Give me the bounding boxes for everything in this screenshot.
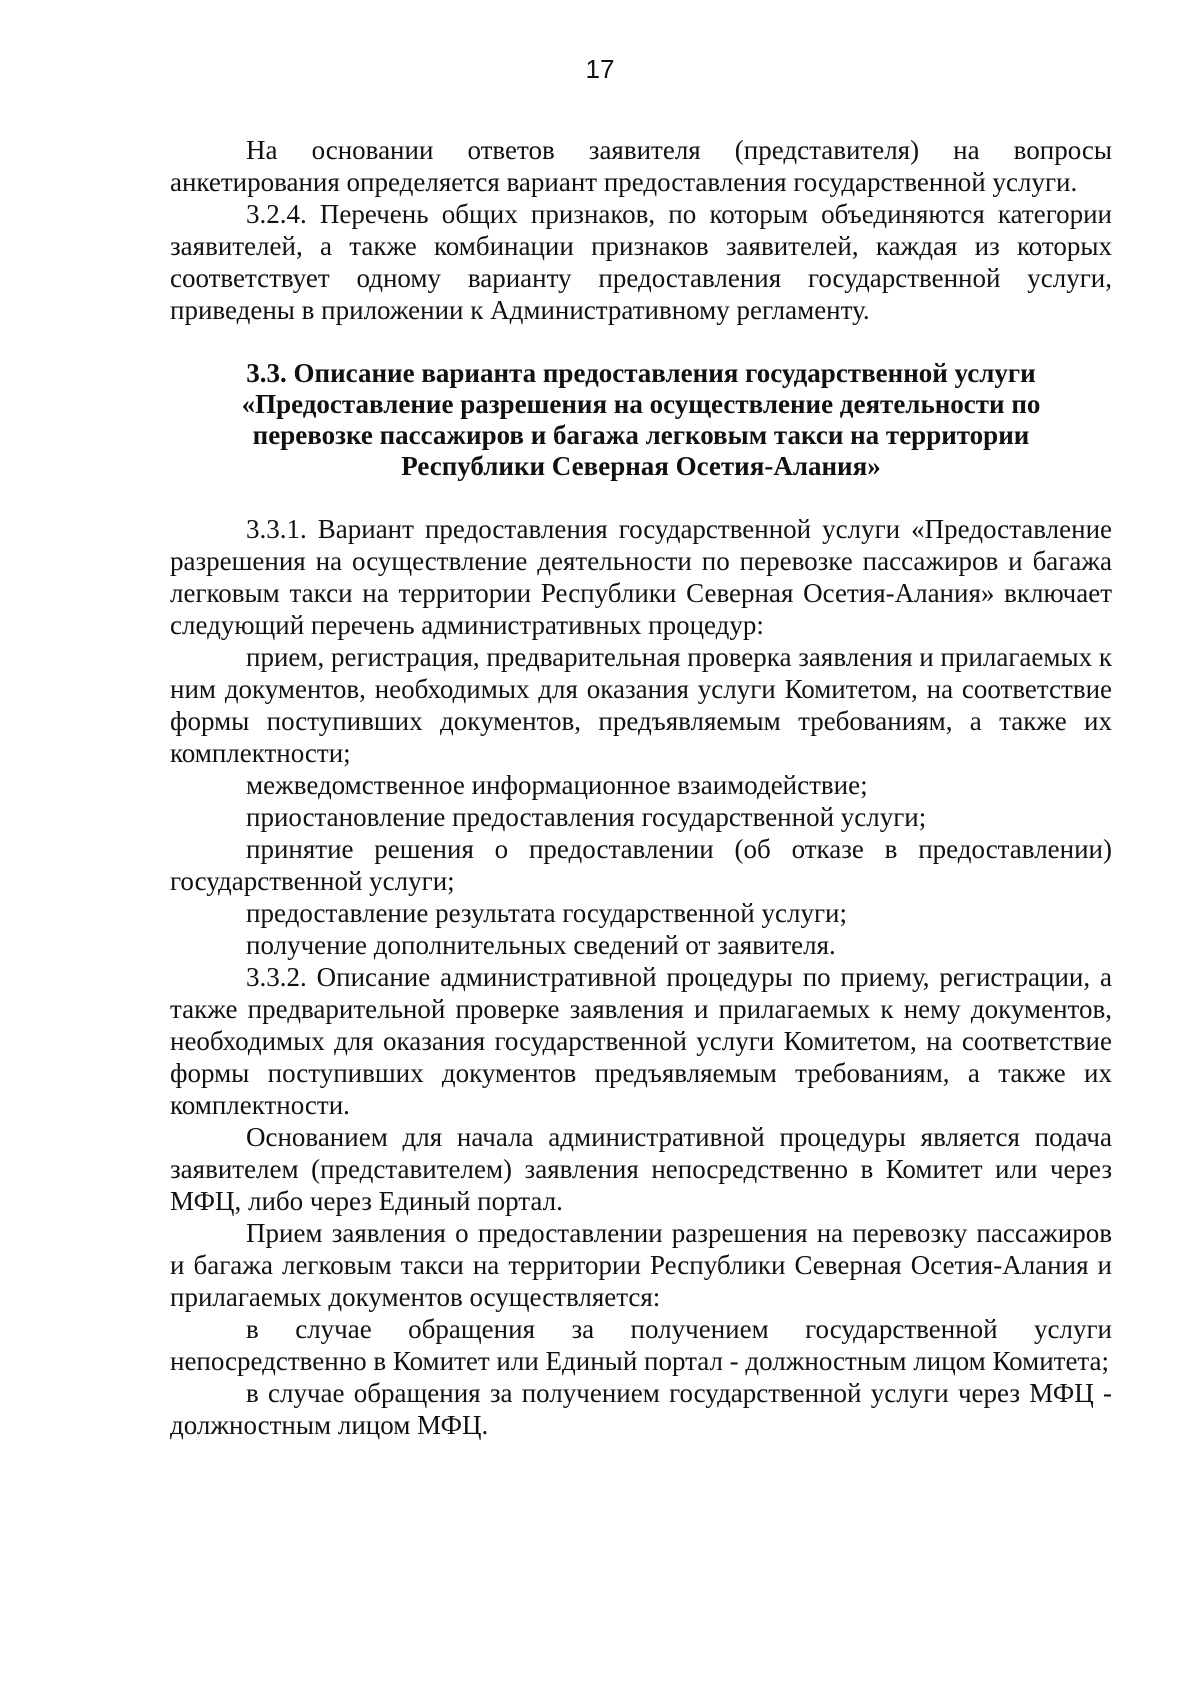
paragraph-basis: Основанием для начала административной процедуры является подача заявителем (представителем) заявления непосредственно в Комитет или через МФЦ, либо через Единый портал. [170, 1122, 1112, 1216]
list-item-procedure: прием, регистрация, предварительная проверка заявления и прилагаемых к ним документов, необходимых для оказания услуги Комитетом, на соответствие формы поступивших документов, предъявляемым требованиям, а также их комплектности; [170, 642, 1112, 768]
list-item-procedure: принятие решения о предоставлении (об отказе в предоставлении) государственной услуги; [170, 834, 1112, 896]
page-number: 17 [585, 54, 615, 84]
list-item-procedure: получение дополнительных сведений от заявителя. [246, 930, 836, 960]
heading-line: перевозке пассажиров и багажа легковым такси на территории [252, 420, 1030, 450]
list-item-procedure: межведомственное информационное взаимодействие; [246, 770, 868, 800]
paragraph-committee-case: в случае обращения за получением государственной услуги непосредственно в Комитет или Единый портал - должностным лицом Комитета; [170, 1314, 1112, 1376]
list-item-procedure: предоставление результата государственной услуги; [246, 898, 847, 928]
paragraph-mfc-case: в случае обращения за получением государственной услуги через МФЦ - должностным лицом МФЦ. [170, 1378, 1112, 1440]
paragraph-3-3-1: 3.3.1. Вариант предоставления государственной услуги «Предоставление разрешения на осуществление деятельности по перевозке пассажиров и багажа легковым такси на территории Республики Северная Осетия-Алания» включает следующий перечень административных процедур: [170, 514, 1112, 640]
heading-line: Республики Северная Осетия-Алания» [401, 451, 881, 481]
paragraph-3-2-4: 3.2.4. Перечень общих признаков, по которым объединяются категории заявителей, а также комбинации признаков заявителей, каждая из которых соответствует одному варианту предоставления государственной услуги, приведены в приложении к Административному регламенту. [170, 199, 1112, 325]
document-body [170, 134, 1112, 1441]
paragraph-questionnaire: На основании ответов заявителя (представителя) на вопросы анкетирования определяется вариант предоставления государственной услуги. [170, 135, 1112, 197]
heading-line: «Предоставление разрешения на осуществление деятельности по [241, 389, 1041, 419]
paragraph-3-3-2: 3.3.2. Описание административной процедуры по приему, регистрации, а также предварительной проверке заявления и прилагаемых к нему документов, необходимых для оказания государственной услуги Комитетом, на соответствие формы поступивших документов предъявляемым требованиям, а также их комплектности. [170, 962, 1112, 1120]
section-heading-3-3 [170, 358, 1112, 482]
paragraph-reception: Прием заявления о предоставлении разрешения на перевозку пассажиров и багажа легковым такси на территории Республики Северная Осетия-Алания и прилагаемых документов осуществляется: [170, 1218, 1112, 1312]
heading-line: 3.3. Описание варианта предоставления государственной услуги [246, 358, 1036, 388]
list-item-procedure: приостановление предоставления государственной услуги; [246, 802, 927, 832]
